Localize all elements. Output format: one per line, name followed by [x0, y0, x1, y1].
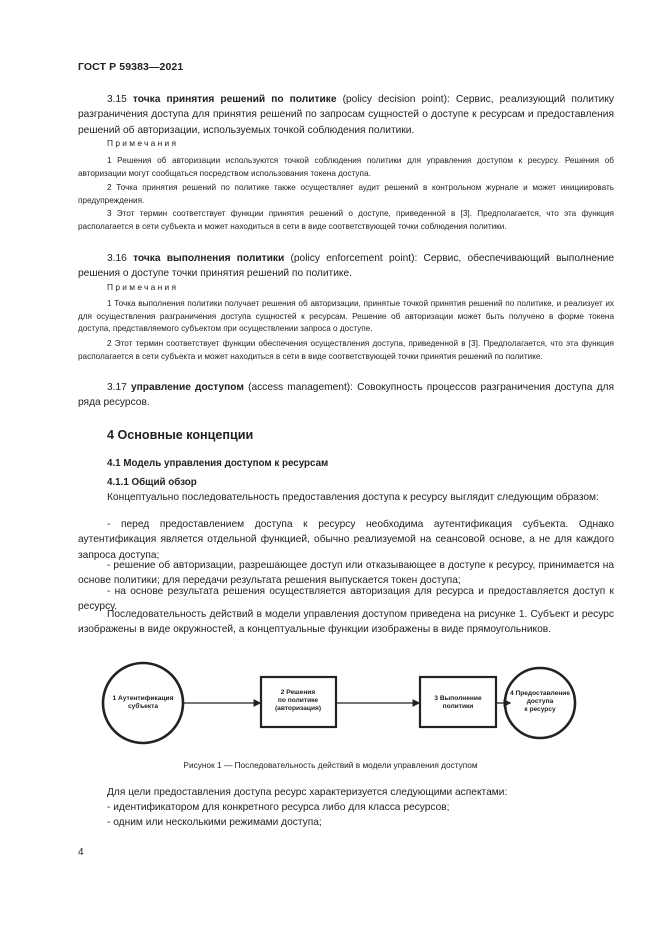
subsection-heading: 4.1 Модель управления доступом к ресурсам	[107, 458, 329, 469]
term-number: 3.15	[107, 94, 127, 105]
note-315-1: 1 Решения об авторизации используются точкой соблюдения политики для управления доступом к ресурсу. Решения об авторизации могут сообщаться посредством использования токена доступа.	[78, 156, 614, 178]
page-number: 4	[78, 847, 84, 858]
policy-enforcement-box	[420, 677, 496, 727]
flow-diagram	[100, 655, 580, 751]
node-label: политики	[442, 703, 474, 710]
node-label: доступа	[526, 698, 554, 705]
node-label: 3 Выполнение	[434, 695, 482, 702]
term-number: 3.17	[107, 382, 127, 393]
node-label: субъекта	[128, 703, 158, 710]
subsubsection-heading: 4.1.1 Общий обзор	[107, 477, 197, 488]
figure-diagram	[100, 655, 580, 751]
term-title: управление доступом	[130, 382, 244, 393]
resource-aspects-paragraph: Для цели предоставления доступа ресурс характеризуется следующими аспектами:	[107, 787, 508, 798]
node-label: по политике	[277, 697, 319, 704]
note-316-2: 2 Этот термин соответствует функции обеспечения осуществления доступа, приведенной в [3]. Предполагается, что эта функция располагается в сети субъекта и может находиться в сети в виде соответствующей точки принятия решений по политике.	[78, 339, 614, 361]
note-315-3: 3 Этот термин соответствует функции принятия решений о доступе, приведенной в [3]. Предполагается, что эта функция располагается в сети субъекта и может находиться в сети в виде соответствующей точки соблюдения политики.	[78, 209, 614, 231]
term-number: 3.16	[107, 253, 127, 264]
figure-intro-paragraph: Последовательность действий в модели управления доступом приведена на рисунке 1. Субъект и ресурс изображены в виде окружностей, а концептуальные функции изображены в виде прямоугольников.	[78, 609, 614, 636]
term-3-16	[78, 251, 614, 282]
node-label: 2 Решения	[280, 689, 316, 696]
list-item: - идентификатором для конкретного ресурса либо для класса ресурсов;	[107, 802, 450, 813]
section-heading: 4 Основные концепции	[107, 428, 254, 442]
term-title: точка выполнения политики	[133, 253, 285, 264]
term-3-17	[78, 380, 614, 411]
list-item: - одним или несколькими режимами доступа;	[107, 817, 322, 828]
notes-heading: Примечания	[107, 282, 179, 292]
term-3-15	[78, 92, 614, 138]
term-title: точка принятия решений по политике	[132, 94, 337, 105]
term-definition: (policy decision point): Сервис, реализующий политику разграничения доступа для принятия решений по запросам сущностей о доступе к ресурсам и предоставления решений об авторизации, используемых точкой соблюдения политики.	[78, 94, 614, 136]
node-label: (авторизация)	[274, 705, 322, 712]
intro-paragraph: Концептуально последовательность предоставления доступа к ресурсу выглядит следующим образом:	[107, 492, 599, 503]
figure-caption: Рисунок 1 — Последовательность действий в модели управления доступом	[183, 760, 478, 770]
term-definition: (policy enforcement point): Сервис, обеспечивающий выполнение решения о доступе точки принятия решений по политике.	[78, 253, 614, 280]
term-definition: (access management): Совокупность процессов разграничения доступа для ряда ресурсов.	[78, 382, 614, 409]
note-316-1: 1 Точка выполнения политики получает решения об авторизации, принятые точкой принятия решений по политике, и реализует их для осуществления разграничения доступа сущностей к ресурсам. Решение об авторизации может быть получено в форме токена доступа, представляемого субъектом при осуществлении запроса о доступе.	[78, 299, 614, 334]
node-label: к ресурсу	[524, 706, 556, 713]
notes-heading: Примечания	[107, 138, 179, 148]
node-label: 1 Аутентификация	[112, 695, 174, 702]
note-315-2: 2 Точка принятия решений по политике также осуществляет аудит решений в контрольном журнале и может инициировать предупреждения.	[78, 183, 614, 205]
bullet-item: - решение об авторизации, разрешающее доступ или отказывающее в доступе к ресурсу, принимается на основе политики; для передачи результата решения выпускается токен доступа;	[78, 560, 614, 587]
node-label: 4 Предоставление	[509, 690, 571, 697]
bullet-item: - перед предоставлением доступа к ресурсу необходима аутентификация субъекта. Однако аутентификация является отдельной функцией, обычно реализуемой на сеансовой основе, а не для каждого запроса доступа;	[78, 519, 614, 561]
document-id: ГОСТ Р 59383—2021	[78, 61, 184, 73]
bullet-item: - на основе результата решения осуществляется авторизация для ресурса и предоставляется доступ к ресурсу.	[78, 586, 614, 613]
